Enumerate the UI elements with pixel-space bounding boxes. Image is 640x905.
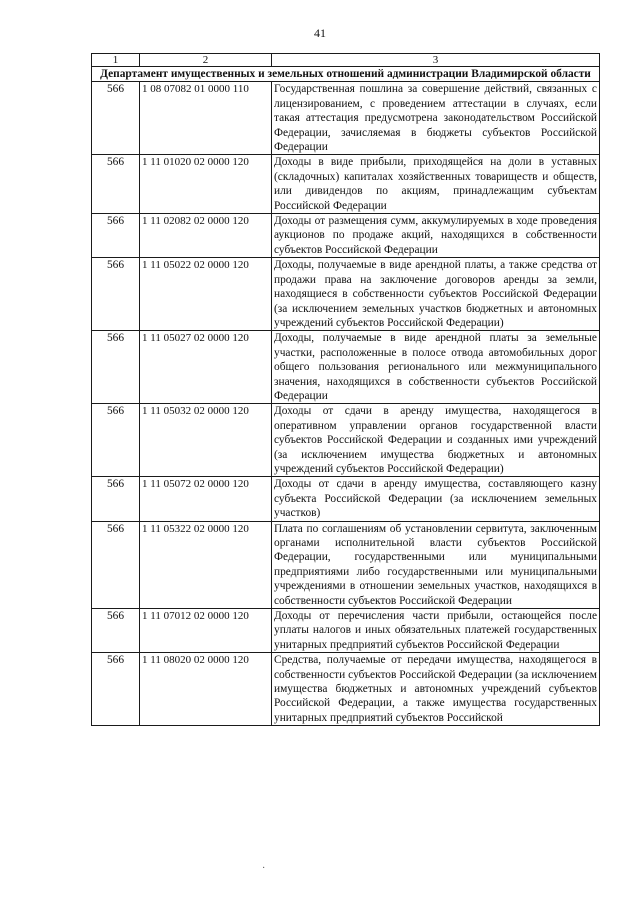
- revenue-description-cell: Плата по соглашениям об установлении сервитута, заключенным органами исполнительной власти субъектов Российской Федерации, государственными или муниципальными предприятиями либо государственными или муниципальными учреждениями в отношении земельных участков, находящихся в собственности субъектов Российской Федерации: [272, 521, 600, 608]
- admin-code-cell: 566: [92, 331, 140, 404]
- revenue-code-cell: 1 11 01020 02 0000 120: [140, 155, 272, 214]
- column-number-1: 1: [92, 54, 140, 67]
- revenue-code-cell: 1 11 08020 02 0000 120: [140, 653, 272, 726]
- scan-mark: ·: [262, 863, 266, 874]
- table-row: [92, 82, 600, 155]
- column-number-3: 3: [272, 54, 600, 67]
- revenue-codes-table: [91, 53, 600, 726]
- table-row: [92, 477, 600, 521]
- revenue-description-cell: Доходы в виде прибыли, приходящейся на доли в уставных (складочных) капиталах хозяйственных товариществ и обществ, или дивидендов по акциям, принадлежащим субъектам Российской Федерации: [272, 155, 600, 214]
- admin-code-cell: 566: [92, 653, 140, 726]
- revenue-code-cell: 1 11 05022 02 0000 120: [140, 258, 272, 331]
- admin-code-cell: 566: [92, 214, 140, 258]
- admin-code-cell: 566: [92, 521, 140, 608]
- revenue-code-cell: 1 11 07012 02 0000 120: [140, 609, 272, 653]
- table-row: [92, 331, 600, 404]
- column-number-2: 2: [140, 54, 272, 67]
- revenue-code-cell: 1 11 02082 02 0000 120: [140, 214, 272, 258]
- revenue-description-cell: Доходы от сдачи в аренду имущества, находящегося в оперативном управлении органов государственной власти субъектов Российской Федерации и созданных ими учреждений (за исключением имущества бюджетных и автономных учреждений субъектов Российской Федерации): [272, 404, 600, 477]
- admin-code-cell: 566: [92, 82, 140, 155]
- revenue-code-cell: 1 11 05322 02 0000 120: [140, 521, 272, 608]
- revenue-description-cell: Средства, получаемые от передачи имущества, находящегося в собственности субъектов Российской Федерации (за исключением имущества бюджетных и автономных учреждений субъектов Российской Федерации, а также имущества государственных унитарных предприятий субъектов Российской: [272, 653, 600, 726]
- table-row: [92, 155, 600, 214]
- table-row: [92, 214, 600, 258]
- table-row: [92, 404, 600, 477]
- revenue-description-cell: Доходы от перечисления части прибыли, остающейся после уплаты налогов и иных обязательных платежей государственных унитарных предприятий субъектов Российской Федерации: [272, 609, 600, 653]
- table-row: [92, 653, 600, 726]
- revenue-description-cell: Доходы, получаемые в виде арендной платы, а также средства от продажи права на заключение договоров аренды за земли, находящиеся в собственности субъектов Российской Федерации (за исключением земельных участков бюджетных и автономных учреждений субъектов Российской Федерации): [272, 258, 600, 331]
- revenue-code-cell: 1 11 05072 02 0000 120: [140, 477, 272, 521]
- revenue-description-cell: Доходы от сдачи в аренду имущества, составляющего казну субъекта Российской Федерации (за исключением земельных участков): [272, 477, 600, 521]
- table-row: [92, 258, 600, 331]
- revenue-code-cell: 1 11 05032 02 0000 120: [140, 404, 272, 477]
- revenue-description-cell: Государственная пошлина за совершение действий, связанных с лицензированием, с проведением аттестации в случаях, если такая аттестация предусмотрена законодательством Российской Федерации, зачисляемая в бюджеты субъектов Российской Федерации: [272, 82, 600, 155]
- admin-code-cell: 566: [92, 477, 140, 521]
- admin-code-cell: 566: [92, 609, 140, 653]
- revenue-description-cell: Доходы от размещения сумм, аккумулируемых в ходе проведения аукционов по продаже акций, находящихся в собственности субъектов Российской Федерации: [272, 214, 600, 258]
- admin-code-cell: 566: [92, 404, 140, 477]
- table-row: [92, 521, 600, 608]
- table-row: [92, 609, 600, 653]
- revenue-code-cell: 1 11 05027 02 0000 120: [140, 331, 272, 404]
- column-number-row: [92, 54, 600, 67]
- revenue-code-cell: 1 08 07082 01 0000 110: [140, 82, 272, 155]
- admin-code-cell: 566: [92, 155, 140, 214]
- admin-code-cell: 566: [92, 258, 140, 331]
- department-row: [92, 67, 600, 82]
- department-heading: Департамент имущественных и земельных отношений администрации Владимирской области: [92, 67, 600, 82]
- page-number: 41: [314, 26, 326, 40]
- revenue-description-cell: Доходы, получаемые в виде арендной платы за земельные участки, расположенные в полосе отвода автомобильных дорог общего пользования регионального или межмуниципального значения, находящихся в собственности субъектов Российской Федерации: [272, 331, 600, 404]
